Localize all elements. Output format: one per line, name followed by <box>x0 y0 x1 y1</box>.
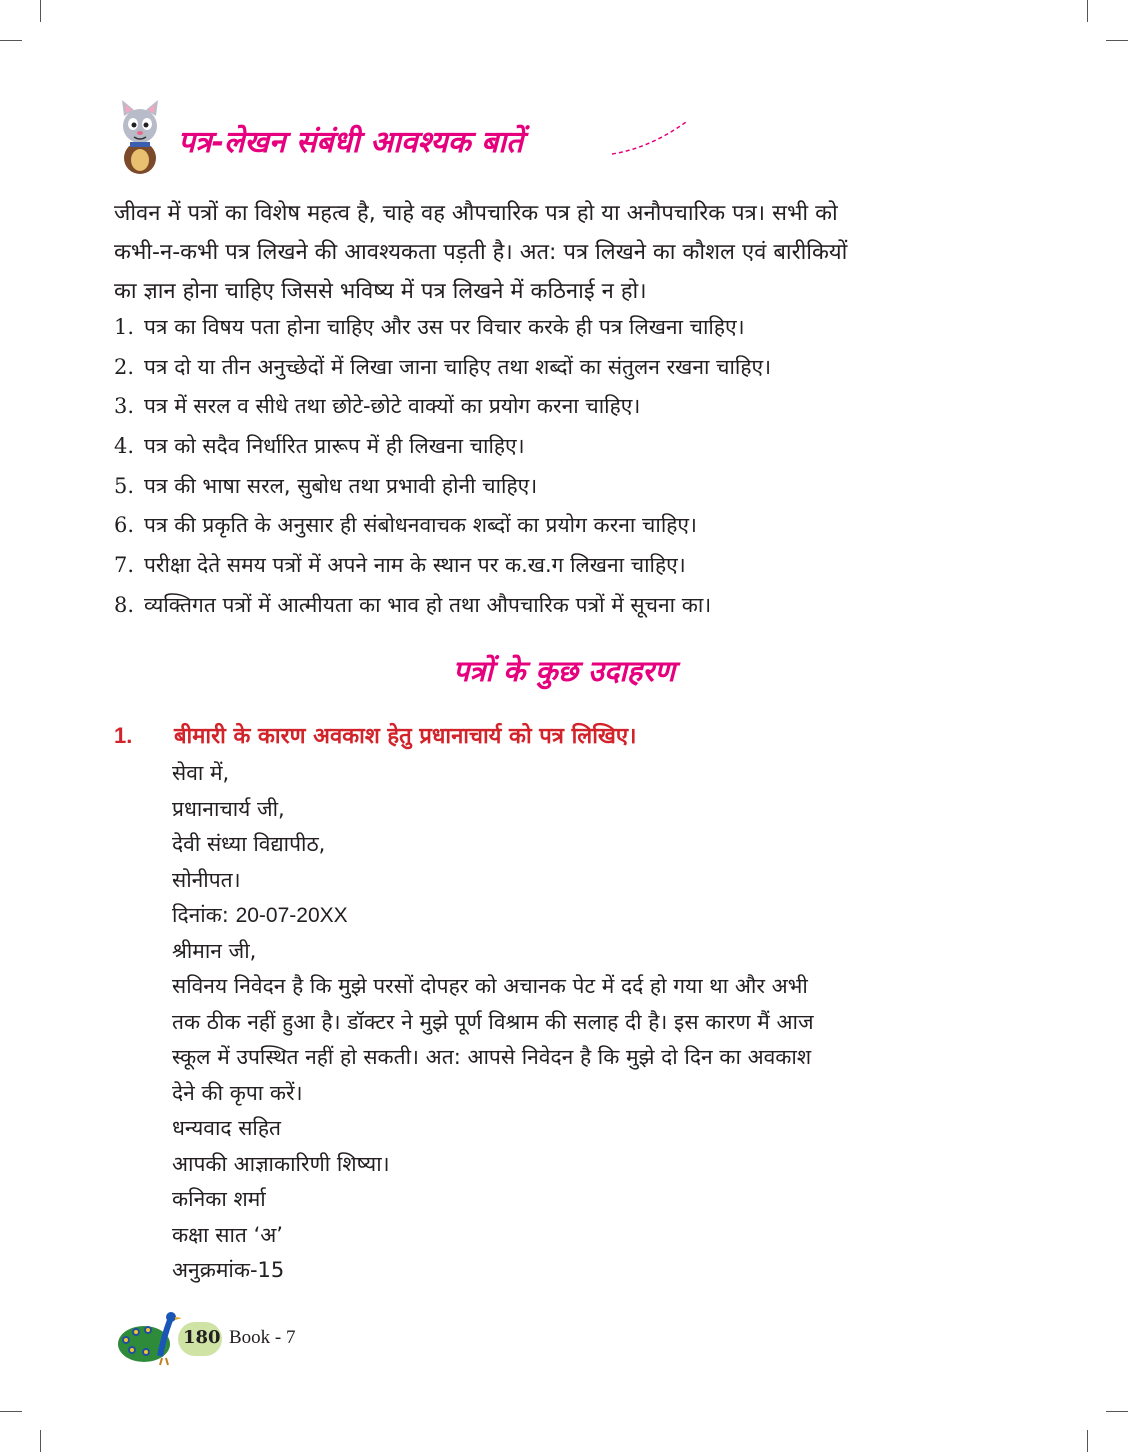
section-heading: पत्र-लेखन संबंधी आवश्यक बातें <box>178 125 524 160</box>
rules-list <box>114 308 771 626</box>
item-text: पत्र की भाषा सरल, सुबोध तथा प्रभावी होनी चाहिए। <box>144 473 538 498</box>
intro-line: का ज्ञान होना चाहिए जिससे भविष्य में पत्र लिखने में कठिनाई न हो। <box>114 279 647 304</box>
item-text: पत्र को सदैव निर्धारित प्रारूप में ही लिखना चाहिए। <box>144 434 525 459</box>
intro-line: जीवन में पत्रों का विशेष महत्व है, चाहे वह औपचारिक पत्र हो या अनौपचारिक पत्र। सभी को <box>114 201 838 226</box>
letter-city: सोनीपत। <box>172 867 241 892</box>
crop-mark <box>1106 40 1128 41</box>
item-number: 6. <box>114 513 135 538</box>
letter-date <box>172 898 1018 934</box>
crop-mark <box>40 1430 41 1452</box>
crop-mark <box>0 40 22 41</box>
letter-sign-off: आपकी आज्ञाकारिणी शिष्या। <box>172 1151 390 1176</box>
question-text: बीमारी के कारण अवकाश हेतु प्रधानाचार्य को पत्र लिखिए। <box>174 724 637 749</box>
letter-closing: धन्यवाद सहित <box>172 1116 281 1140</box>
letter-roll: अनुक्रमांक-15 <box>172 1258 285 1282</box>
item-number: 1. <box>114 315 135 339</box>
letter-body <box>172 756 1018 1289</box>
list-item <box>114 427 771 467</box>
letter-body-line: सविनय निवेदन है कि मुझे परसों दोपहर को अचानक पेट में दर्द हो गया था और अभी <box>172 974 808 998</box>
decorative-dash-line <box>610 118 690 158</box>
item-text: व्यक्तिगत पत्रों में आत्मीयता का भाव हो तथा औपचारिक पत्रों में सूचना का। <box>144 592 712 617</box>
letter-to: सेवा में, <box>172 761 230 785</box>
list-item <box>114 467 771 507</box>
item-number: 4. <box>114 434 135 459</box>
item-number: 7. <box>114 553 135 578</box>
item-text: पत्र दो या तीन अनुच्छेदों में लिखा जाना चाहिए तथा शब्दों का संतुलन रखना चाहिए। <box>144 354 772 379</box>
letter-class: कक्षा सात ‘अ’ <box>172 1222 283 1247</box>
crop-mark <box>1087 1430 1088 1452</box>
letter-body-line: स्कूल में उपस्थित नहीं हो सकती। अत: आपसे निवेदन है कि मुझे दो दिन का अवकाश <box>172 1045 812 1069</box>
crop-mark <box>1106 1411 1128 1412</box>
item-number: 8. <box>114 592 135 617</box>
letter-body-line: तक ठीक नहीं हुआ है। डॉक्टर ने मुझे पूर्ण विश्राम की सलाह दी है। इस कारण मैं आज <box>172 1009 814 1034</box>
item-text: पत्र में सरल व सीधे तथा छोटे-छोटे वाक्यों का प्रयोग करना चाहिए। <box>144 394 641 419</box>
list-item <box>114 506 771 546</box>
book-label: Book - 7 <box>229 1327 296 1348</box>
item-number: 3. <box>114 394 135 419</box>
date-label: दिनांक: <box>172 903 229 927</box>
crop-mark <box>0 1411 22 1412</box>
list-item <box>114 586 771 626</box>
list-item <box>114 308 771 348</box>
question-number: 1. <box>114 723 133 748</box>
peacock-icon <box>116 1306 186 1366</box>
item-number: 5. <box>114 473 135 498</box>
page-number: 180 <box>183 1327 221 1348</box>
examples-heading: पत्रों के कुछ उदाहरण <box>452 654 676 688</box>
crop-mark <box>40 0 41 22</box>
letter-body-line: देने की कृपा करें। <box>172 1080 303 1105</box>
item-text: पत्र का विषय पता होना चाहिए और उस पर विचार करके ही पत्र लिखना चाहिए। <box>144 315 745 339</box>
list-item <box>114 348 771 388</box>
cat-mascot-icon <box>112 100 168 178</box>
letter-school: देवी संध्या विद्यापीठ, <box>172 832 326 856</box>
item-number: 2. <box>114 354 135 379</box>
intro-line: कभी-न-कभी पत्र लिखने की आवश्यकता पड़ती है। अत: पत्र लिखने का कौशल एवं बारीकियों <box>114 240 848 265</box>
intro-paragraph <box>114 194 1024 311</box>
letter-name: कनिका शर्मा <box>172 1187 266 1211</box>
item-text: पत्र की प्रकृति के अनुसार ही संबोधनवाचक शब्दों का प्रयोग करना चाहिए। <box>144 513 697 538</box>
item-text: परीक्षा देते समय पत्रों में अपने नाम के स्थान पर क.ख.ग लिखना चाहिए। <box>144 553 686 578</box>
list-item <box>114 387 771 427</box>
crop-mark <box>1087 0 1088 22</box>
letter-recipient: प्रधानाचार्य जी, <box>172 796 285 821</box>
list-item <box>114 546 771 586</box>
date-value: 20-07-20XX <box>235 904 348 927</box>
question <box>114 720 636 750</box>
letter-salutation: श्रीमान जी, <box>172 938 257 963</box>
